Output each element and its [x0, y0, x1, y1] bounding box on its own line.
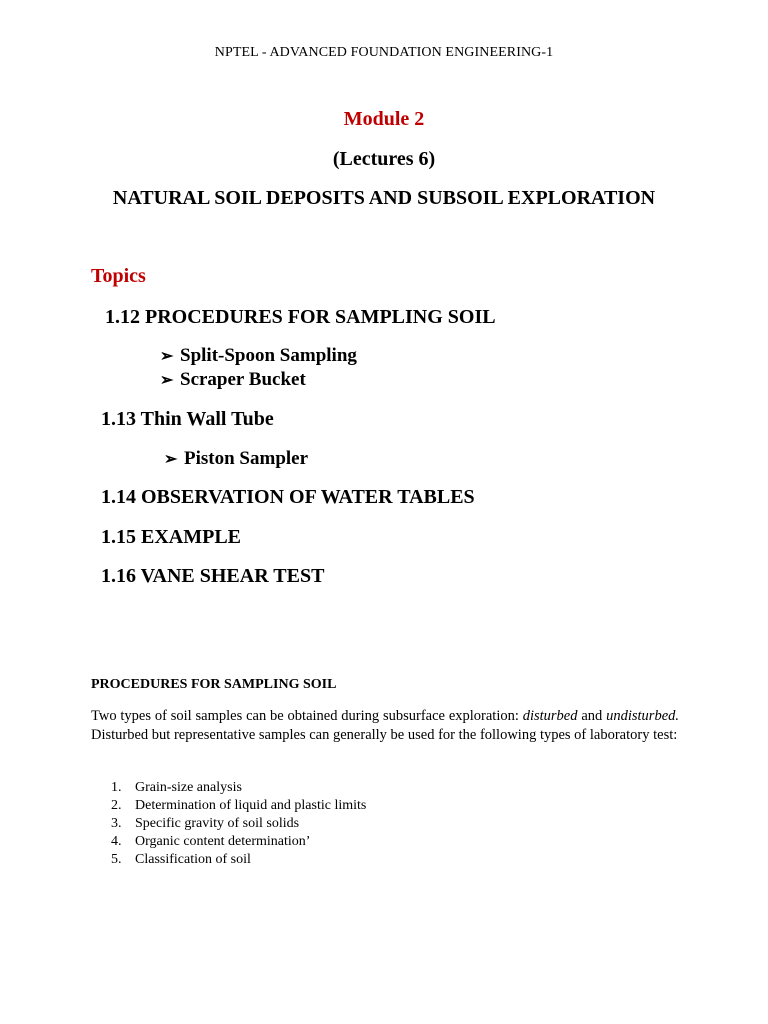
document-title: NATURAL SOIL DEPOSITS AND SUBSOIL EXPLORATION — [112, 187, 656, 209]
list-item — [111, 779, 366, 797]
list-number: 1. — [111, 780, 122, 795]
para-text: Two types of soil samples can be obtained during subsurface exploration: — [91, 708, 523, 724]
subtopic-label: Piston Sampler — [184, 448, 309, 469]
lectures-subtitle: (Lectures 6) — [332, 148, 436, 170]
topic-item-1-13: 1.13 Thin Wall Tube — [101, 408, 274, 430]
subtopic-label: Scraper Bucket — [180, 369, 306, 390]
subtopic-piston-sampler — [164, 448, 308, 470]
arrow-bullet-icon: ➢ — [164, 451, 178, 468]
arrow-bullet-icon: ➢ — [160, 372, 174, 389]
page-header: NPTEL - ADVANCED FOUNDATION ENGINEERING-1 — [214, 45, 554, 60]
subtopic-split-spoon — [160, 345, 357, 367]
subtopic-scraper-bucket — [160, 369, 306, 391]
laboratory-test-list — [111, 779, 366, 869]
list-number: 4. — [111, 834, 122, 849]
arrow-bullet-icon: ➢ — [160, 348, 174, 365]
list-text: Determination of liquid and plastic limits — [135, 798, 367, 813]
list-item — [111, 833, 366, 851]
topic-item-1-16: 1.16 VANE SHEAR TEST — [101, 565, 325, 587]
section-heading: PROCEDURES FOR SAMPLING SOIL — [91, 677, 337, 692]
list-text: Classification of soil — [135, 852, 251, 867]
para-emphasis-undisturbed: undisturbed. — [606, 708, 680, 724]
list-text: Specific gravity of soil solids — [135, 816, 300, 831]
list-item — [111, 851, 366, 869]
list-item — [111, 815, 366, 833]
para-text: Disturbed but representative samples can generally be used for the following types of laboratory test: — [91, 727, 678, 743]
module-title: Module 2 — [343, 108, 425, 130]
topic-item-1-12: 1.12 PROCEDURES FOR SAMPLING SOIL — [105, 306, 496, 328]
list-number: 2. — [111, 798, 122, 813]
topic-item-1-14: 1.14 OBSERVATION OF WATER TABLES — [101, 486, 475, 508]
list-text: Grain-size analysis — [135, 780, 242, 795]
list-number: 3. — [111, 816, 122, 831]
list-item — [111, 797, 366, 815]
para-emphasis-disturbed: disturbed — [522, 708, 578, 724]
list-text: Organic content determination’ — [135, 834, 311, 849]
topics-heading: Topics — [91, 265, 146, 287]
para-text: and — [577, 708, 607, 724]
topic-item-1-15: 1.15 EXAMPLE — [101, 526, 241, 548]
list-number: 5. — [111, 852, 122, 867]
subtopic-label: Split-Spoon Sampling — [180, 345, 357, 366]
intro-paragraph — [91, 707, 679, 745]
